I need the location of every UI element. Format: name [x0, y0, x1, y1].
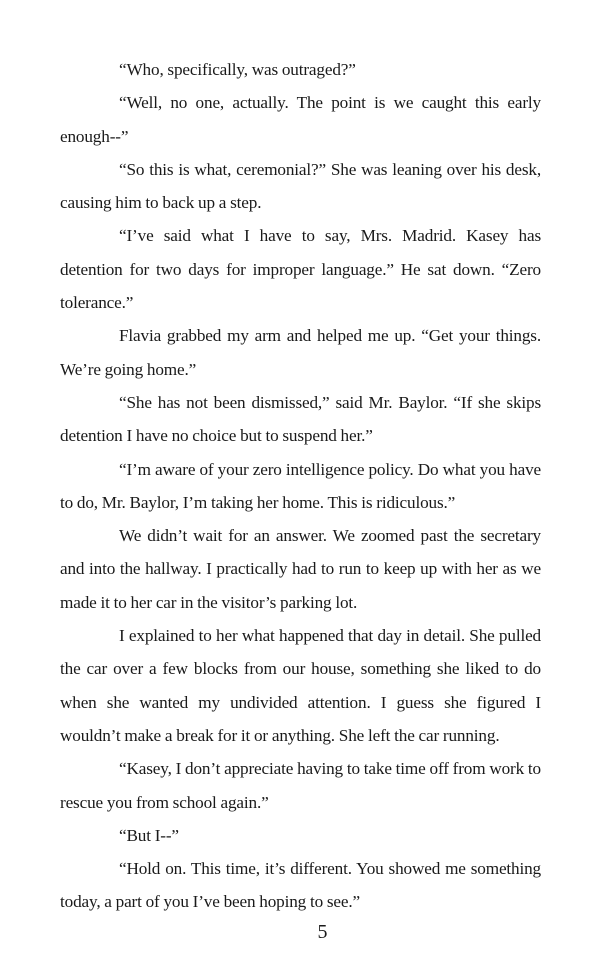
paragraph: “Kasey, I don’t appreciate having to take time off from work to rescue you from school again.”	[60, 759, 541, 812]
paragraph: “Well, no one, actually. The point is we caught this early enough--”	[60, 93, 541, 146]
paragraph: I explained to her what happened that day in detail. She pulled the car over a few blocks from our house, something she liked to do when she wanted my undivided attention. I guess she figured I wouldn’t make a break for it or anything. She left the car running.	[60, 626, 541, 745]
paragraph: We didn’t wait for an answer. We zoomed past the secretary and into the hallway. I practically had to run to keep up with her as we made it to her car in the visitor’s parking lot.	[60, 526, 541, 612]
paragraph: “But I--”	[119, 825, 179, 845]
paragraph: “She has not been dismissed,” said Mr. Baylor. “If she skips detention I have no choice but to suspend her.”	[60, 392, 541, 446]
paragraph: “I’ve said what I have to say, Mrs. Madrid. Kasey has detention for two days for improper language.” He sat down. “Zero tolerance.”	[60, 226, 541, 313]
paragraph: “Hold on. This time, it’s different. You showed me something today, a part of you I’ve been hoping to see.”	[60, 859, 541, 912]
paragraph: Flavia grabbed my arm and helped me up. “Get your things. We’re going home.”	[60, 326, 541, 379]
paragraph: “So this is what, ceremonial?” She was leaning over his desk, causing him to back up a step.	[60, 159, 541, 213]
page-number: 5	[317, 921, 328, 943]
paragraph: “Who, specifically, was outraged?”	[119, 60, 356, 79]
paragraph: “I’m aware of your zero intelligence policy. Do what you have to do, Mr. Baylor, I’m taking her home. This is ridiculous.”	[60, 459, 541, 512]
page-body	[60, 53, 541, 919]
